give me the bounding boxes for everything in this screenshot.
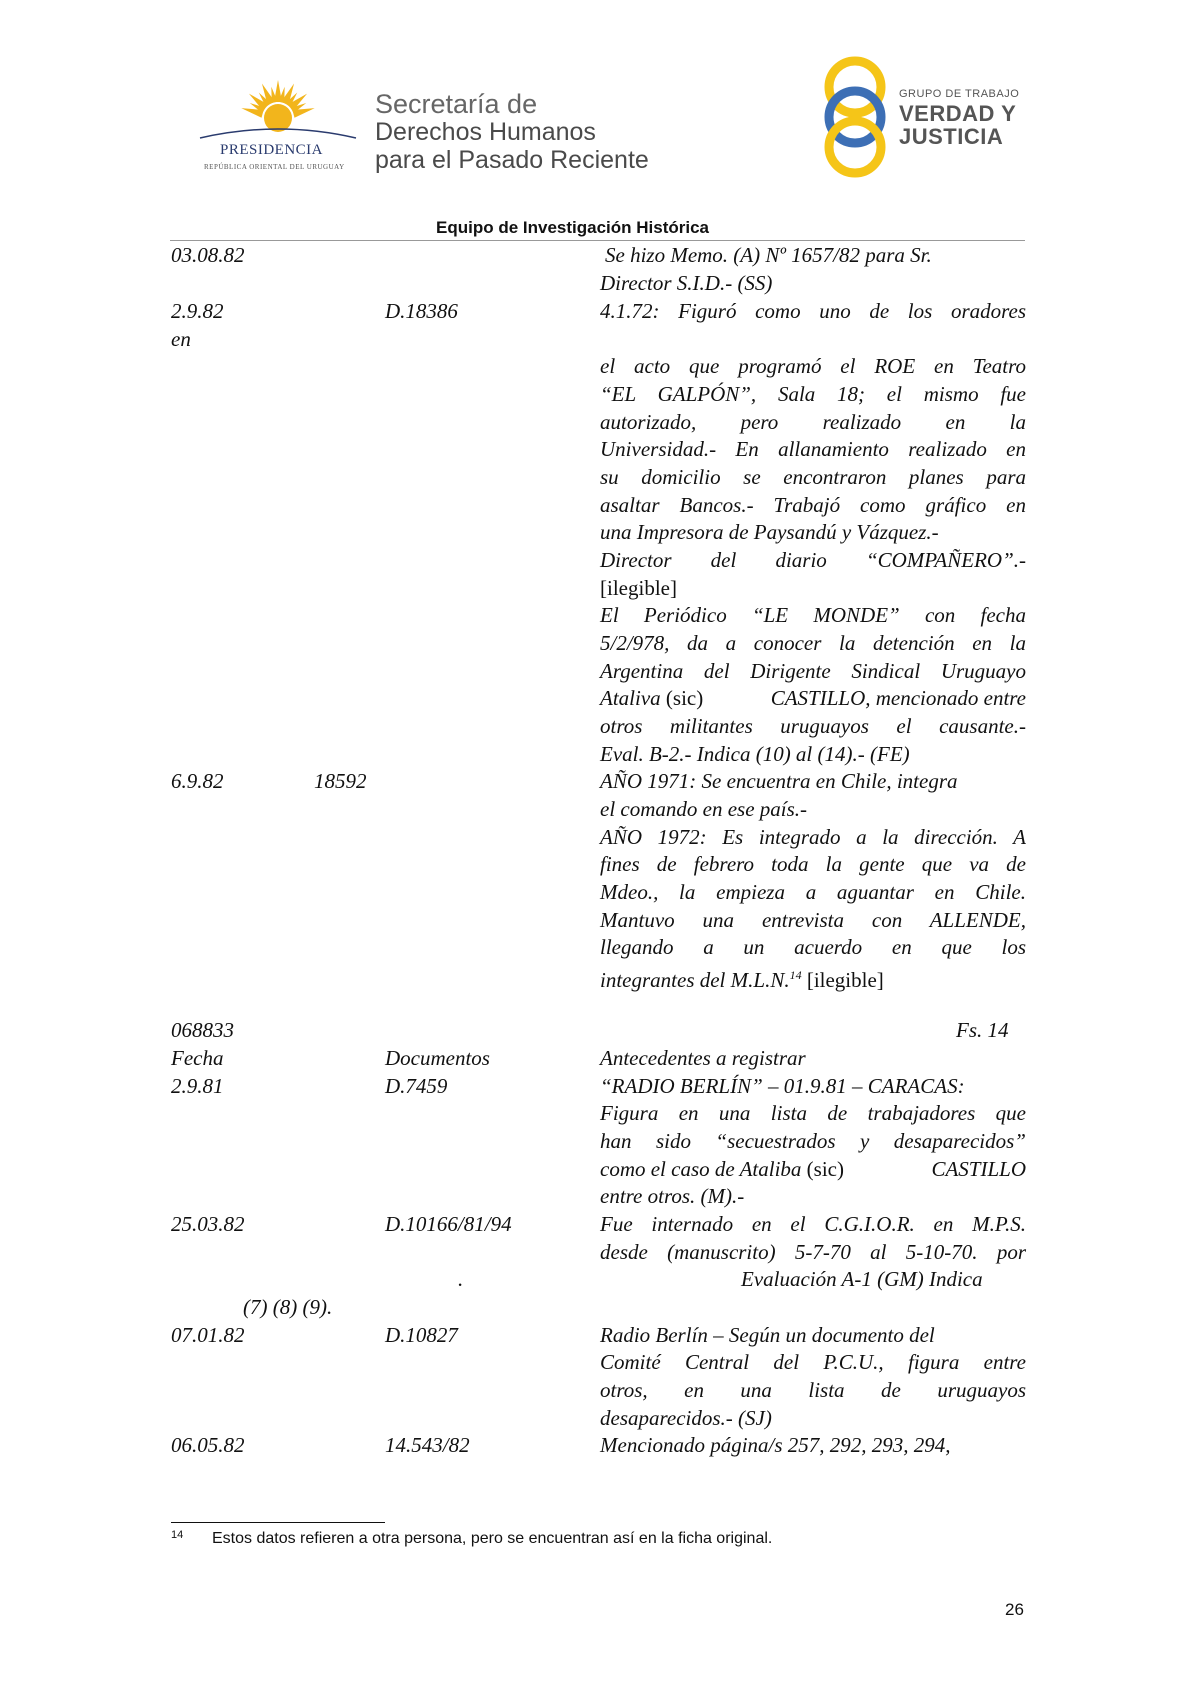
row2-line2: el acto que programó el ROE en Teatro: [600, 354, 1026, 378]
row6-line4: desaparecidos.- (SJ): [600, 1406, 772, 1430]
secretaria-line-3: para el Pasado Reciente: [375, 146, 649, 174]
row2-line6: su domicilio se encontraron planes para: [600, 465, 1026, 489]
row2-line5: Universidad.- En allanamiento realizado en: [600, 437, 1026, 461]
row2-line8: una Impresora de Paysandú y Vázquez.-: [600, 520, 939, 544]
footnote-number: 14: [171, 1529, 184, 1541]
row2-date: 2.9.82: [171, 299, 224, 323]
row3-date: 6.9.82: [171, 769, 224, 793]
row2-line14-c: CASTILLO, mencionado entre: [770, 686, 1026, 710]
row4-line4-c: CASTILLO: [931, 1157, 1026, 1181]
row3-line4: fines de febrero toda la gente que va de: [600, 852, 1026, 876]
row4-line1: “RADIO BERLÍN” – 01.9.81 – CARACAS:: [600, 1074, 965, 1098]
row2-en: en: [171, 327, 191, 351]
presidencia-wordmark: PRESIDENCIA: [220, 142, 324, 158]
row6-line3: otros, en una lista de uruguayos: [600, 1378, 1026, 1402]
row5-dot: .: [458, 1267, 464, 1291]
sic-note-2: (sic): [806, 1157, 844, 1181]
row4-line4: [600, 1155, 1026, 1183]
row3-line8: integrantes del M.L.N.$^{14}$ [ilegible]: [600, 968, 884, 992]
row4-date: 2.9.81: [171, 1074, 224, 1098]
row2-line3: “EL GALPÓN”, Sala 18; el mismo fue: [600, 382, 1026, 406]
row2-line14-a: Ataliva (sic): [600, 686, 704, 710]
presidencia-subtitle: REPÚBLICA ORIENTAL DEL URUGUAY: [204, 163, 345, 171]
row3-line3: AÑO 1972: Es integrado a la dirección. A: [600, 825, 1026, 849]
sun-emblem-icon: [190, 78, 360, 148]
row3-line1: AÑO 1971: Se encuentra en Chile, integra: [600, 769, 958, 793]
row3-line2: el comando en ese país.-: [600, 797, 808, 821]
justicia-label: JUSTICIA: [899, 124, 1004, 149]
row6-date: 07.01.82: [171, 1323, 245, 1347]
row3-doc: 18592: [314, 769, 367, 793]
verdad-justicia-logo: [820, 55, 1040, 180]
footnote-text: Estos datos refieren a otra persona, pero se encuentran así en la ficha original.: [212, 1530, 773, 1547]
secretaria-line-1: Secretaría de: [375, 89, 538, 119]
column-header-fecha: Fecha: [171, 1046, 224, 1070]
row2-line14: [600, 684, 1026, 712]
ilegible-note: [ilegible]: [801, 968, 884, 992]
row5-line3: Evaluación A-1 (GM) Indica: [741, 1267, 983, 1291]
footnote-ref: 14: [789, 968, 802, 982]
row1-date: 03.08.82: [171, 243, 245, 267]
secretaria-logo: [375, 90, 649, 174]
team-title: Equipo de Investigación Histórica: [436, 218, 709, 237]
row5-line1: Fue internado en el C.G.I.O.R. en M.P.S.: [600, 1212, 1026, 1236]
rings-emblem-icon: [820, 55, 890, 180]
row2-line12: 5/2/978, da a conocer la detención en la: [600, 631, 1026, 655]
row4-line2: Figura en una lista de trabajadores que: [600, 1101, 1026, 1125]
row2-line15: otros militantes uruguayos el causante.-: [600, 714, 1026, 738]
grupo-trabajo-label: GRUPO DE TRABAJO: [899, 88, 1020, 100]
row3-line7: llegando a un acuerdo en que los: [600, 935, 1026, 959]
row5-line4: (7) (8) (9).: [243, 1295, 333, 1319]
presidencia-logo: [190, 78, 360, 178]
row1-line2: Director S.I.D.- (SS): [600, 271, 773, 295]
row5-doc: D.10166/81/94: [385, 1212, 512, 1236]
row7-doc: 14.543/82: [385, 1433, 470, 1457]
row7-line1: Mencionado página/s 257, 292, 293, 294,: [600, 1433, 951, 1457]
row2-line9: Director del diario “COMPAÑERO”.-: [600, 548, 1026, 572]
row2-line4: autorizado, pero realizado en la: [600, 410, 1026, 434]
row5-line2: desde (manuscrito) 5-7-70 al 5-10-70. por: [600, 1240, 1026, 1264]
page-number: 26: [1005, 1600, 1024, 1619]
row6-line1: Radio Berlín – Según un documento del: [600, 1323, 935, 1347]
column-header-documentos: Documentos: [385, 1046, 490, 1070]
row2-line7: asaltar Bancos.- Trabajó como gráfico en: [600, 493, 1026, 517]
row2-line10: [ilegible]: [600, 576, 677, 600]
row2-doc: D.18386: [385, 299, 458, 323]
row5-date: 25.03.82: [171, 1212, 245, 1236]
row2-line1: 4.1.72: Figuró como uno de los oradores: [600, 299, 1026, 323]
folio-label: Fs. 14: [956, 1018, 1009, 1042]
file-number: 068833: [171, 1018, 234, 1042]
verdad-label: VERDAD Y: [899, 101, 1017, 126]
row2-line13: Argentina del Dirigente Sindical Uruguayo: [600, 659, 1026, 683]
row2-line11: El Periódico “LE MONDE” con fecha: [600, 603, 1026, 627]
sic-note: (sic): [665, 686, 704, 710]
secretaria-line-2: Derechos Humanos: [375, 118, 596, 146]
row3-line6: Mantuvo una entrevista con ALLENDE,: [600, 908, 1026, 932]
footnote-divider: [171, 1522, 385, 1523]
row4-line3: han sido “secuestrados y desaparecidos”: [600, 1129, 1026, 1153]
column-header-antecedentes: Antecedentes a registrar: [600, 1046, 806, 1070]
row6-line2: Comité Central del P.C.U., figura entre: [600, 1350, 1026, 1374]
row4-doc: D.7459: [385, 1074, 448, 1098]
row3-line5: Mdeo., la empieza a aguantar en Chile.: [600, 880, 1026, 904]
row6-doc: D.10827: [385, 1323, 458, 1347]
row1-line1: Se hizo Memo. (A) Nº 1657/82 para Sr.: [605, 243, 932, 267]
row7-date: 06.05.82: [171, 1433, 245, 1457]
row2-line16: Eval. B-2.- Indica (10) al (14).- (FE): [600, 742, 910, 766]
row4-line5: entre otros. (M).-: [600, 1184, 745, 1208]
row4-line4-a: como el caso de Ataliba (sic): [600, 1157, 844, 1181]
